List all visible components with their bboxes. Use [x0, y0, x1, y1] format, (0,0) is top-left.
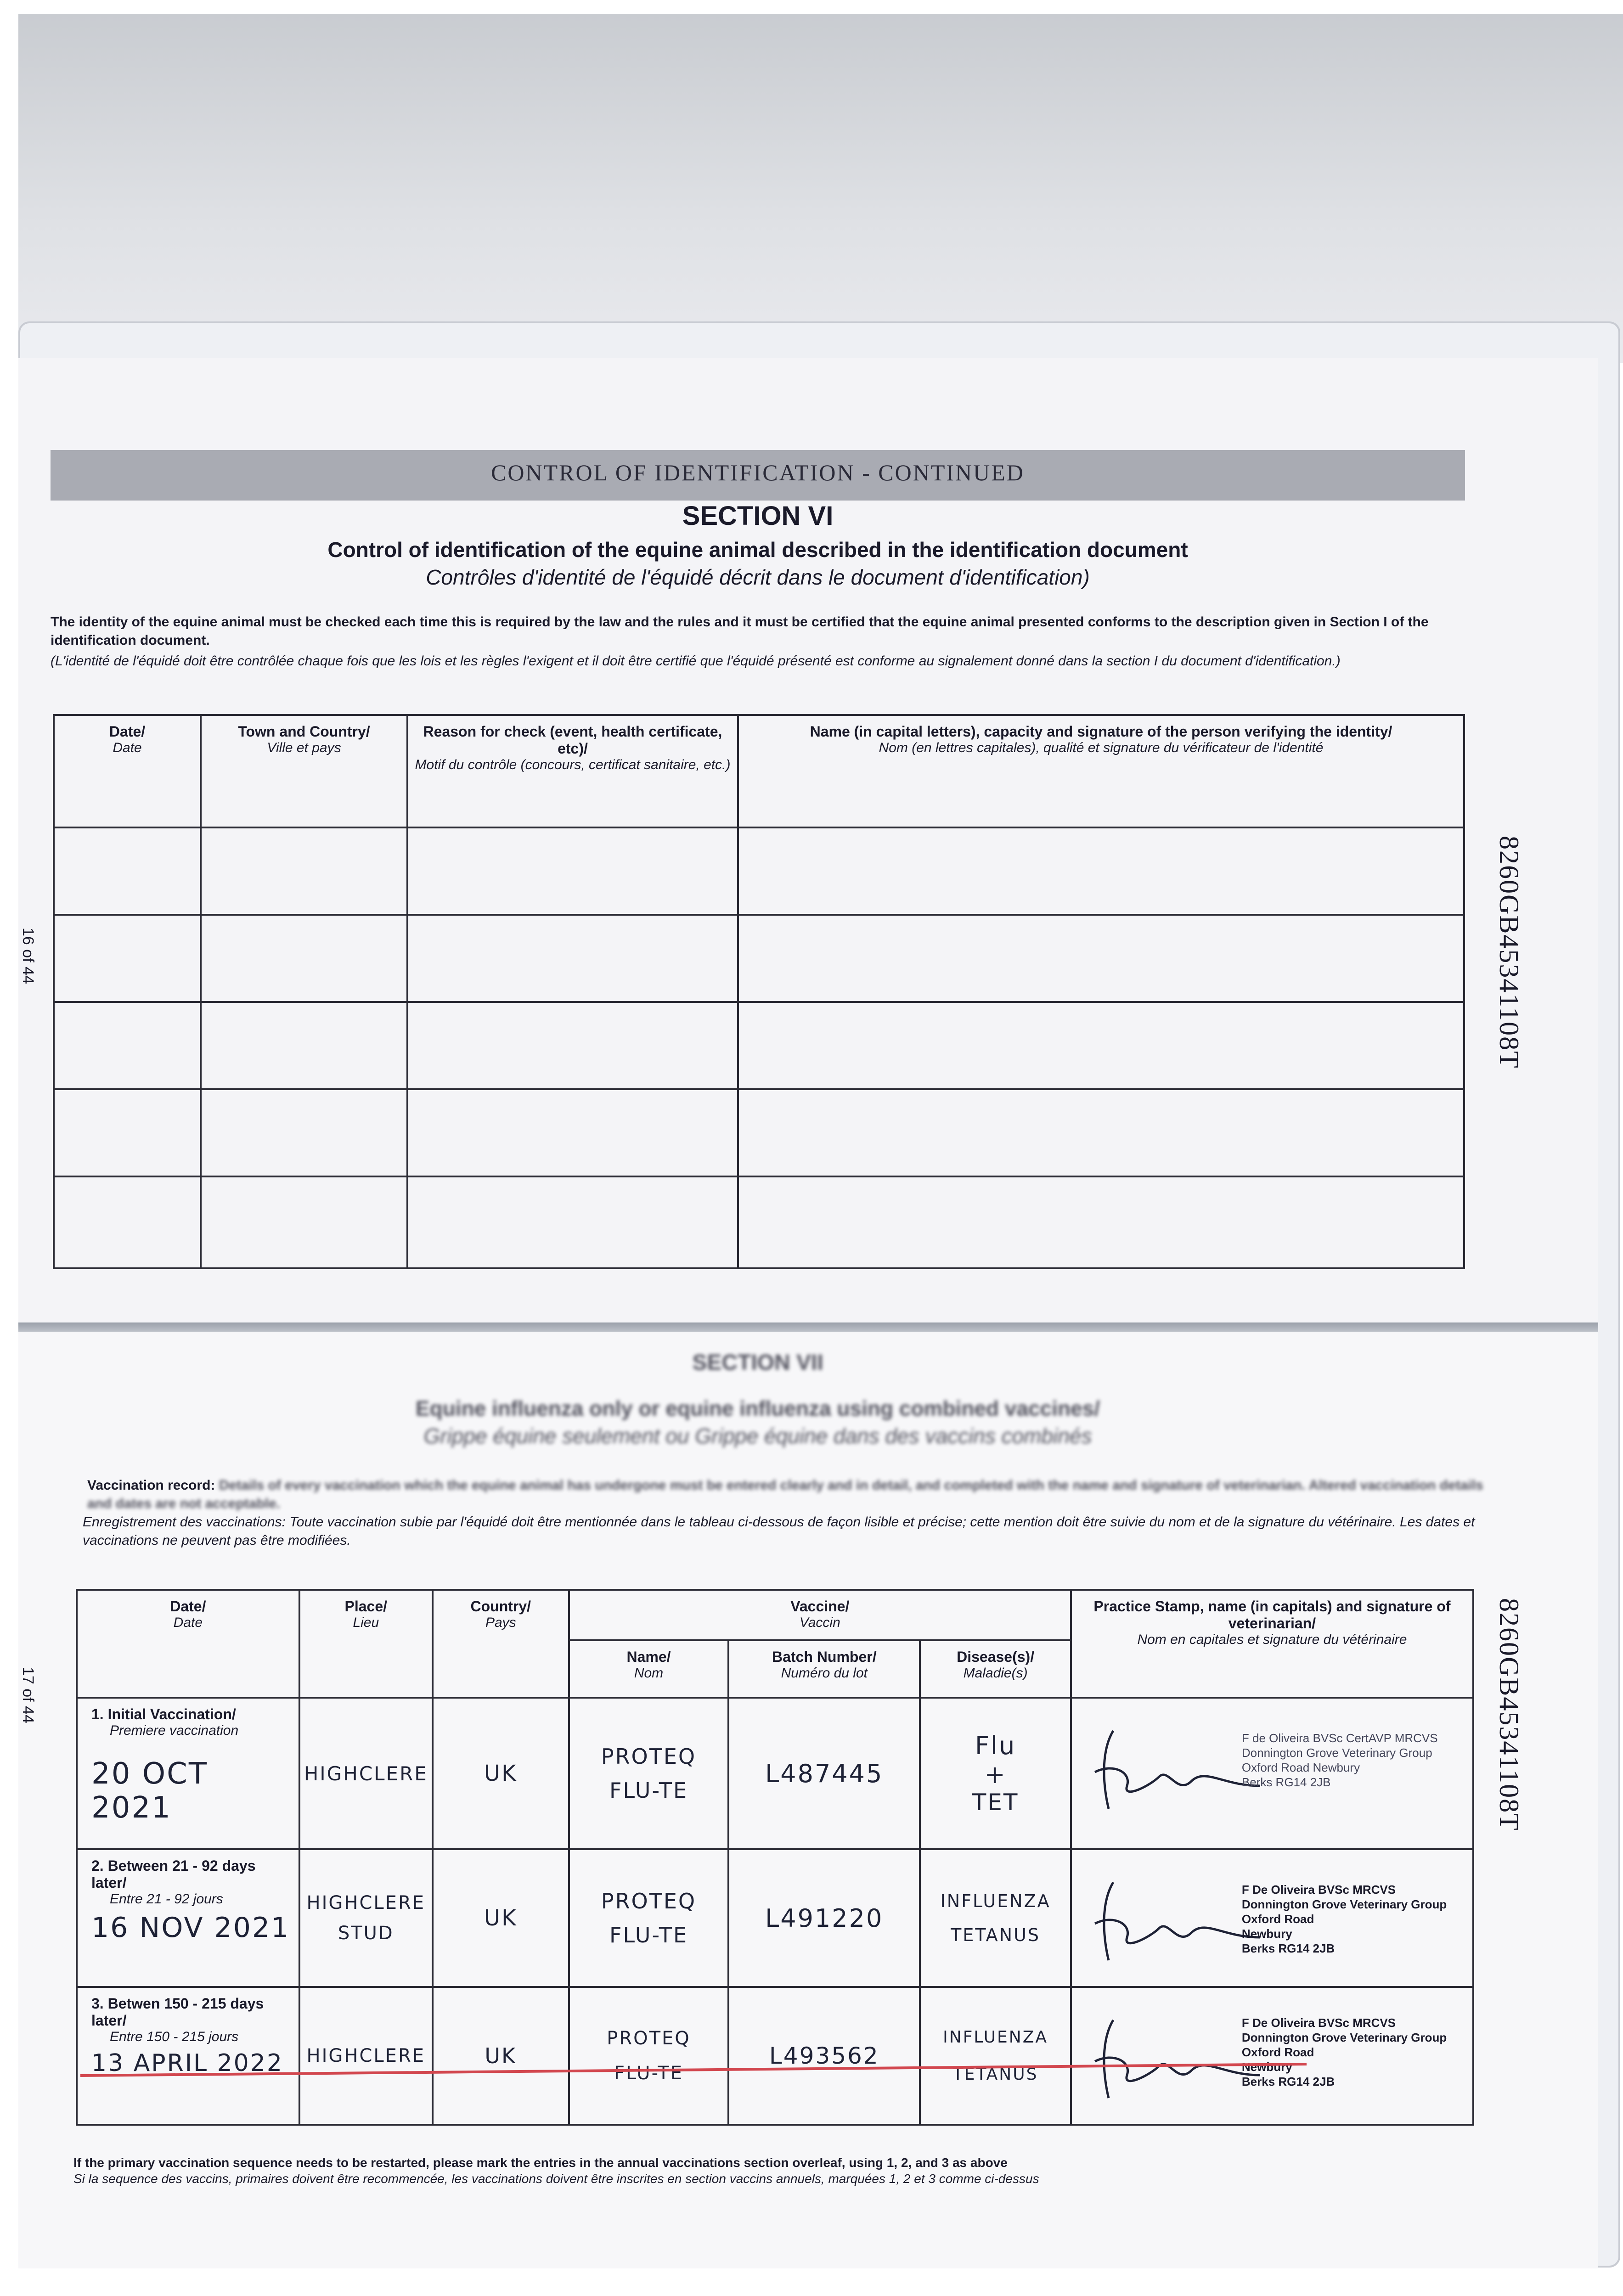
table-row — [54, 1002, 1464, 1089]
table-row: 2. Between 21 - 92 days later/ Entre 21 - 92 jours 16 NOV 2021 HIGHCLERE STUD UK PROTEQ FLU-TE L491220 INFLUENZA TETANUS F De Oliveira BVSc MRCVS Donnington Grove Veterinary Group Oxford Road Newbury Berks RG14 2JB — [77, 1849, 1473, 1987]
col-date: Date/ Date — [54, 715, 201, 827]
vaccination-place: HIGHCLERE — [304, 1762, 428, 1785]
vaccination-date: 16 NOV 2021 — [91, 1912, 290, 1944]
table-row — [54, 827, 1464, 915]
vaccination-record-note-fr: Enregistrement des vaccinations: Toute vaccination subie par l'équidé doit être mentionnée dans le tableau ci-dessous de façon lisible et précise; cette mention doit être suivie du nom et de la signature du vétérinaire. Les dates et vaccinations ne peuvent pas être modifiées. — [83, 1514, 1475, 1548]
footnote: If the primary vaccination sequence needs to be restarted, please mark the entries in the annual vaccinations section overleaf, using 1, 2, and 3 as above — [73, 2155, 1008, 2170]
vaccination-record-note: Vaccination record: Details of every vaccination which the equine animal has undergone must be entered clearly and in detail, and completed with the name and signature of veterinarian. Altered vaccination details and dates are not acceptable. — [87, 1478, 1483, 1511]
section6-instruction: The identity of the equine animal must be checked each time this is required by the law and the rules and it must be certified that the equine animal presented conforms to the description given in Section I of the identification document. — [51, 614, 1429, 648]
table-row — [54, 1176, 1464, 1268]
section7-title-fr: Grippe équine seulement ou Grippe équine dans des vaccins combinés — [423, 1424, 1092, 1448]
batch-number: L493562 — [769, 2043, 879, 2069]
section6-instruction-fr: (L'identité de l'équidé doit être contrôlée chaque fois que les lois et les règles l'exigent et il doit être certifié que l'équidé présenté est conforme au signalement donné dans la section I du document d'identification.) — [51, 653, 1341, 669]
vaccination-table: Date/ Date Place/ Lieu Country/ Pays Vaccine/ Vaccin Practice Stamp, name (in capitals) and signature of veterinarian/ Nom en capitales et signature du vétérinaire Name/ Nom Batch Number/ Numéro du lot Disease(s)/ Maladie(s) 1. Initial Vaccination/ Premiere vaccination 20 OCT 2021 HIGHCLERE UK PROTEQ FLU-TE L487445 Flu + TET F de Oliveira BVSc CertAVP MRCVS Donnington Grove Veterinary Group Oxford Road Newbury Berks RG14 2JB 2. Between 21 - 92 days later/ Entre 21 - 92 jours 16 NOV 2021 HIGHCLERE STUD UK PROTEQ FLU-TE L491220 INFLUENZA TETANUS F De Oliveira BVSc MRCVS Donnington Grove Veterinary Group Oxford Road Newbury Berks RG14 2JB 3. Betwen 150 - 215 days later/ Entre 150 - 215 jours 13 APRIL 2022 HIGHCLERE UK PROTEQ FLU-TE L493562 INFLUENZA TETANUS F De Oliveira BVSc MRCVS Donnington Grove Veterinary Group Oxford Road Newbury Berks RG14 2JB — [76, 1589, 1474, 2126]
red-strike-line — [76, 2057, 1316, 2085]
practice-stamp: F De Oliveira BVSc MRCVS Donnington Grove Veterinary Group Oxford Road Newbury Berks RG14 2JB — [1241, 2016, 1447, 2088]
practice-stamp: F De Oliveira BVSc MRCVS Donnington Grove Veterinary Group Oxford Road Newbury Berks RG14 2JB — [1241, 1883, 1447, 1955]
vaccination-country: UK — [484, 1761, 518, 1786]
identity-check-table — [53, 714, 1465, 1269]
page-number-16: 16 of 44 — [19, 928, 37, 984]
vaccination-place: HIGHCLERE — [306, 2045, 426, 2066]
col-verifier: Name (in capital letters), capacity and signature of the person verifying the identity/ Nom (en lettres capitales), qualité et signature du vérificateur de l'identité — [738, 715, 1464, 827]
section7-label: SECTION VII — [692, 1351, 823, 1375]
table-row: 1. Initial Vaccination/ Premiere vaccination 20 OCT 2021 HIGHCLERE UK PROTEQ FLU-TE L487445 Flu + TET F de Oliveira BVSc CertAVP MRCVS Donnington Grove Veterinary Group Oxford Road Newbury Berks RG14 2JB — [77, 1698, 1473, 1849]
table-row — [54, 915, 1464, 1002]
table-row: 3. Betwen 150 - 215 days later/ Entre 150 - 215 jours 13 APRIL 2022 HIGHCLERE UK PROTEQ FLU-TE L493562 INFLUENZA TETANUS F De Oliveira BVSc MRCVS Donnington Grove Veterinary Group Oxford Road Newbury Berks RG14 2JB — [77, 1987, 1473, 2125]
section7-title: Equine influenza only or equine influenza using combined vaccines/ — [415, 1396, 1100, 1420]
vaccination-country: UK — [485, 2043, 517, 2068]
batch-number: L491220 — [765, 1903, 884, 1933]
passport-id-page17: 8260GB45341108T — [1494, 1598, 1524, 1831]
practice-stamp: F de Oliveira BVSc CertAVP MRCVS Donnington Grove Veterinary Group Oxford Road Newbury Berks RG14 2JB — [1241, 1731, 1438, 1789]
page-number-17: 17 of 44 — [19, 1667, 37, 1723]
col-reason: Reason for check (event, health certificate, etc)/ Motif du contrôle (concours, certificat sanitaire, etc.) — [407, 715, 738, 827]
section6-title-fr: Contrôles d'identité de l'équidé décrit dans le document d'identification) — [426, 565, 1090, 589]
section6-title: Control of identification of the equine animal described in the identification document — [327, 538, 1188, 562]
passport-id-page16: 8260GB45341108T — [1494, 836, 1524, 1069]
scanner-background — [18, 14, 1623, 363]
vaccination-country: UK — [484, 1905, 518, 1931]
vaccination-date: 20 OCT 2021 — [91, 1757, 208, 1825]
section-banner-text: CONTROL OF IDENTIFICATION - CONTINUED — [491, 460, 1025, 485]
batch-number: L487445 — [765, 1759, 884, 1788]
col-town-country: Town and Country/ Ville et pays — [201, 715, 407, 827]
table-row — [54, 1089, 1464, 1176]
footnote-fr: Si la sequence des vaccins, primaires doivent être recommencée, les vaccinations doivent être inscrites en section vaccins annuels, marquées 1, 2 et 3 comme ci-dessus — [73, 2172, 1039, 2186]
section6-label: SECTION VI — [682, 501, 834, 531]
vaccination-date: 13 APRIL 2022 — [91, 2049, 283, 2077]
